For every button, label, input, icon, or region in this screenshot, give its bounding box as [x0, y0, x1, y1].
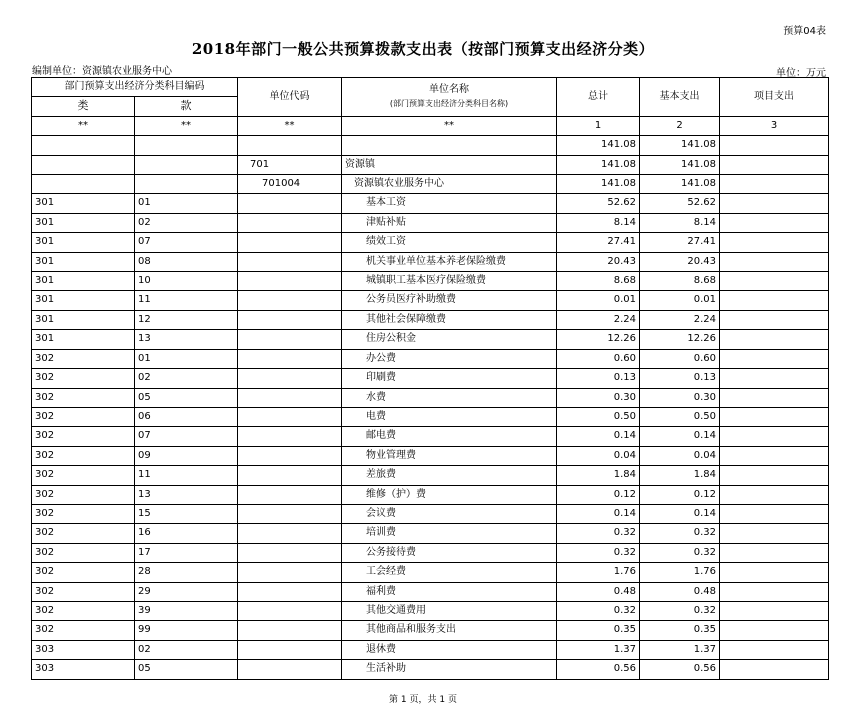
cell-unit-name: 差旅费 [342, 466, 557, 485]
cell-total: 0.12 [557, 485, 640, 504]
table-row [32, 155, 829, 174]
cell-kuan: 39 [135, 601, 238, 620]
cell-basic: 1.76 [640, 563, 720, 582]
cell-unit-name: 电费 [342, 407, 557, 426]
cell-project [720, 446, 829, 465]
header-unit-code: 单位代码 [238, 78, 342, 117]
cell-total: 0.56 [557, 660, 640, 679]
cell-unit-code [238, 427, 342, 446]
cell-project [720, 543, 829, 562]
table-row [32, 563, 829, 582]
table-row [32, 427, 829, 446]
cell-basic: 0.30 [640, 388, 720, 407]
unit-org: 编制单位：资源镇农业服务中心 [32, 66, 172, 77]
cell-lei [32, 155, 135, 174]
cell-unit-code [238, 369, 342, 388]
cell-unit-code [238, 543, 342, 562]
cell-basic: 141.08 [640, 155, 720, 174]
cell-unit-name [342, 136, 557, 155]
cell-lei: 301 [32, 310, 135, 329]
table-row [32, 194, 829, 213]
cell-project [720, 310, 829, 329]
header-category-group: 部门预算支出经济分类科目编码 [32, 78, 238, 97]
cell-unit-code [238, 252, 342, 271]
cell-kuan: 16 [135, 524, 238, 543]
cell-basic: 0.56 [640, 660, 720, 679]
cell-project [720, 485, 829, 504]
cell-lei: 302 [32, 504, 135, 523]
cell-total: 0.01 [557, 291, 640, 310]
cell-unit-name: 住房公积金 [342, 330, 557, 349]
cell-lei: 301 [32, 213, 135, 232]
cell-unit-code [238, 582, 342, 601]
cell-kuan: 17 [135, 543, 238, 562]
cell-total: 0.04 [557, 446, 640, 465]
cell-total: 0.32 [557, 524, 640, 543]
cell-total: 0.14 [557, 427, 640, 446]
cell-lei: 302 [32, 563, 135, 582]
table-row [32, 213, 829, 232]
cell-total: 8.68 [557, 272, 640, 291]
cell-lei: 301 [32, 330, 135, 349]
cell-lei: 301 [32, 233, 135, 252]
cell-unit-name: 生活补助 [342, 660, 557, 679]
cell-unit-code [238, 136, 342, 155]
cell-kuan: 07 [135, 427, 238, 446]
index-cell: ** [135, 116, 238, 135]
cell-basic: 1.37 [640, 640, 720, 659]
cell-kuan: 08 [135, 252, 238, 271]
cell-total: 0.48 [557, 582, 640, 601]
cell-unit-code [238, 660, 342, 679]
header-unit-name [342, 78, 557, 117]
cell-basic: 0.01 [640, 291, 720, 310]
cell-project [720, 272, 829, 291]
cell-unit-code [238, 407, 342, 426]
cell-project [720, 194, 829, 213]
cell-total: 20.43 [557, 252, 640, 271]
form-code: 预算04表 [783, 26, 826, 37]
cell-unit-code [238, 349, 342, 368]
cell-project [720, 136, 829, 155]
cell-project [720, 213, 829, 232]
cell-kuan: 07 [135, 233, 238, 252]
page-footer: 第 1 页，共 1 页 [389, 695, 457, 705]
cell-lei: 302 [32, 582, 135, 601]
table-row [32, 660, 829, 679]
cell-total: 0.30 [557, 388, 640, 407]
table-row [32, 310, 829, 329]
cell-unit-code: 701004 [238, 175, 342, 194]
table-row [32, 291, 829, 310]
cell-total: 27.41 [557, 233, 640, 252]
cell-kuan: 05 [135, 388, 238, 407]
cell-kuan: 13 [135, 330, 238, 349]
index-row [32, 116, 829, 135]
cell-unit-code [238, 621, 342, 640]
cell-unit-name: 津贴补贴 [342, 213, 557, 232]
cell-total: 141.08 [557, 175, 640, 194]
cell-kuan: 29 [135, 582, 238, 601]
cell-total: 8.14 [557, 213, 640, 232]
cell-unit-code [238, 233, 342, 252]
index-cell: 1 [557, 116, 640, 135]
cell-lei: 302 [32, 485, 135, 504]
table-row [32, 485, 829, 504]
cell-kuan: 01 [135, 349, 238, 368]
cell-unit-name: 资源镇农业服务中心 [342, 175, 557, 194]
cell-kuan: 10 [135, 272, 238, 291]
budget-table [31, 77, 829, 680]
cell-basic: 141.08 [640, 136, 720, 155]
cell-unit-name: 城镇职工基本医疗保险缴费 [342, 272, 557, 291]
cell-lei: 301 [32, 272, 135, 291]
table-row [32, 621, 829, 640]
cell-project [720, 388, 829, 407]
table-row [32, 524, 829, 543]
cell-total: 2.24 [557, 310, 640, 329]
cell-total: 0.32 [557, 601, 640, 620]
table-body [32, 136, 829, 679]
cell-unit-name: 绩效工资 [342, 233, 557, 252]
cell-kuan: 01 [135, 194, 238, 213]
table-row [32, 640, 829, 659]
header-unit-name-main: 单位名称 [429, 83, 469, 95]
cell-unit-code [238, 446, 342, 465]
cell-kuan: 13 [135, 485, 238, 504]
cell-total: 141.08 [557, 136, 640, 155]
cell-unit-code [238, 640, 342, 659]
cell-unit-name: 工会经费 [342, 563, 557, 582]
table-row [32, 272, 829, 291]
cell-basic: 141.08 [640, 175, 720, 194]
cell-project [720, 369, 829, 388]
cell-unit-code [238, 485, 342, 504]
cell-kuan [135, 175, 238, 194]
cell-project [720, 175, 829, 194]
cell-lei: 302 [32, 446, 135, 465]
cell-project [720, 427, 829, 446]
cell-kuan: 02 [135, 213, 238, 232]
cell-unit-name: 福利费 [342, 582, 557, 601]
cell-project [720, 349, 829, 368]
cell-kuan: 02 [135, 640, 238, 659]
table-row [32, 175, 829, 194]
cell-basic: 0.04 [640, 446, 720, 465]
table-row [32, 504, 829, 523]
cell-unit-code [238, 466, 342, 485]
cell-basic: 20.43 [640, 252, 720, 271]
cell-project [720, 466, 829, 485]
cell-unit-name: 其他商品和服务支出 [342, 621, 557, 640]
cell-unit-code [238, 563, 342, 582]
header-lei: 类 [32, 97, 135, 116]
cell-basic: 8.14 [640, 213, 720, 232]
cell-lei: 302 [32, 349, 135, 368]
header-project: 项目支出 [720, 78, 829, 117]
cell-basic: 2.24 [640, 310, 720, 329]
cell-project [720, 660, 829, 679]
cell-kuan: 99 [135, 621, 238, 640]
cell-basic: 0.32 [640, 601, 720, 620]
cell-total: 1.84 [557, 466, 640, 485]
cell-basic: 12.26 [640, 330, 720, 349]
cell-unit-code [238, 330, 342, 349]
index-cell: 2 [640, 116, 720, 135]
cell-unit-code [238, 272, 342, 291]
index-cell: ** [342, 116, 557, 135]
cell-total: 0.60 [557, 349, 640, 368]
cell-total: 1.76 [557, 563, 640, 582]
cell-basic: 0.32 [640, 524, 720, 543]
cell-unit-name: 培训费 [342, 524, 557, 543]
cell-kuan: 12 [135, 310, 238, 329]
cell-unit-code [238, 310, 342, 329]
cell-project [720, 233, 829, 252]
cell-unit-name: 公务员医疗补助缴费 [342, 291, 557, 310]
table-row [32, 388, 829, 407]
cell-unit-name: 印刷费 [342, 369, 557, 388]
header-total: 总计 [557, 78, 640, 117]
cell-project [720, 582, 829, 601]
table-row [32, 601, 829, 620]
cell-kuan: 15 [135, 504, 238, 523]
cell-project [720, 621, 829, 640]
cell-total: 0.35 [557, 621, 640, 640]
cell-lei: 302 [32, 388, 135, 407]
cell-basic: 0.50 [640, 407, 720, 426]
cell-unit-name: 会议费 [342, 504, 557, 523]
cell-basic: 0.13 [640, 369, 720, 388]
table-row [32, 136, 829, 155]
cell-total: 12.26 [557, 330, 640, 349]
index-cell: 3 [720, 116, 829, 135]
cell-lei: 302 [32, 621, 135, 640]
cell-basic: 52.62 [640, 194, 720, 213]
cell-project [720, 330, 829, 349]
cell-unit-name: 退休费 [342, 640, 557, 659]
cell-basic: 8.68 [640, 272, 720, 291]
cell-project [720, 291, 829, 310]
cell-kuan: 05 [135, 660, 238, 679]
cell-kuan [135, 155, 238, 174]
cell-basic: 1.84 [640, 466, 720, 485]
cell-lei: 302 [32, 427, 135, 446]
cell-project [720, 640, 829, 659]
table-row [32, 582, 829, 601]
table-row [32, 252, 829, 271]
cell-lei: 302 [32, 369, 135, 388]
cell-unit-name: 机关事业单位基本养老保险缴费 [342, 252, 557, 271]
table-row [32, 543, 829, 562]
cell-unit-name: 水费 [342, 388, 557, 407]
cell-lei: 303 [32, 640, 135, 659]
cell-lei: 302 [32, 601, 135, 620]
cell-unit-code [238, 194, 342, 213]
cell-total: 0.14 [557, 504, 640, 523]
cell-project [720, 563, 829, 582]
cell-lei: 302 [32, 524, 135, 543]
cell-unit-code [238, 504, 342, 523]
cell-unit-name: 基本工资 [342, 194, 557, 213]
cell-project [720, 524, 829, 543]
cell-project [720, 504, 829, 523]
cell-lei: 303 [32, 660, 135, 679]
cell-kuan: 11 [135, 291, 238, 310]
cell-lei: 301 [32, 291, 135, 310]
cell-unit-name: 公务接待费 [342, 543, 557, 562]
header-basic: 基本支出 [640, 78, 720, 117]
cell-lei [32, 136, 135, 155]
unit-money: 单位：万元 [776, 68, 826, 79]
cell-basic: 0.14 [640, 504, 720, 523]
cell-project [720, 407, 829, 426]
cell-kuan: 11 [135, 466, 238, 485]
cell-basic: 0.14 [640, 427, 720, 446]
header-unit-name-sub: (部门预算支出经济分类科目名称) [389, 98, 509, 108]
cell-unit-code [238, 291, 342, 310]
header-kuan: 款 [135, 97, 238, 116]
table-row [32, 233, 829, 252]
header-row-top [32, 78, 829, 97]
cell-total: 52.62 [557, 194, 640, 213]
table-row [32, 407, 829, 426]
table-row [32, 369, 829, 388]
cell-unit-name: 其他交通费用 [342, 601, 557, 620]
table-row [32, 446, 829, 465]
cell-lei: 302 [32, 543, 135, 562]
cell-unit-name: 物业管理费 [342, 446, 557, 465]
cell-total: 0.50 [557, 407, 640, 426]
cell-basic: 0.60 [640, 349, 720, 368]
cell-basic: 0.35 [640, 621, 720, 640]
cell-kuan: 28 [135, 563, 238, 582]
cell-total: 141.08 [557, 155, 640, 174]
cell-unit-code [238, 213, 342, 232]
cell-total: 0.32 [557, 543, 640, 562]
cell-unit-code [238, 524, 342, 543]
table-row [32, 330, 829, 349]
index-cell: ** [238, 116, 342, 135]
cell-basic: 27.41 [640, 233, 720, 252]
table-row [32, 349, 829, 368]
cell-kuan [135, 136, 238, 155]
cell-kuan: 02 [135, 369, 238, 388]
cell-kuan: 09 [135, 446, 238, 465]
cell-lei: 301 [32, 194, 135, 213]
cell-lei [32, 175, 135, 194]
cell-unit-name: 其他社会保障缴费 [342, 310, 557, 329]
index-cell: ** [32, 116, 135, 135]
cell-basic: 0.32 [640, 543, 720, 562]
cell-lei: 302 [32, 466, 135, 485]
cell-kuan: 06 [135, 407, 238, 426]
cell-unit-name: 邮电费 [342, 427, 557, 446]
cell-total: 1.37 [557, 640, 640, 659]
cell-total: 0.13 [557, 369, 640, 388]
cell-unit-name: 办公费 [342, 349, 557, 368]
cell-project [720, 601, 829, 620]
cell-unit-name: 维修（护）费 [342, 485, 557, 504]
cell-project [720, 155, 829, 174]
cell-unit-code [238, 388, 342, 407]
table-row [32, 466, 829, 485]
cell-lei: 301 [32, 252, 135, 271]
cell-unit-name: 资源镇 [342, 155, 557, 174]
cell-basic: 0.12 [640, 485, 720, 504]
page-title: 2018年部门一般公共预算拨款支出表（按部门预算支出经济分类） [191, 40, 655, 58]
cell-basic: 0.48 [640, 582, 720, 601]
cell-unit-code: 701 [238, 155, 342, 174]
cell-unit-code [238, 601, 342, 620]
cell-project [720, 252, 829, 271]
cell-lei: 302 [32, 407, 135, 426]
